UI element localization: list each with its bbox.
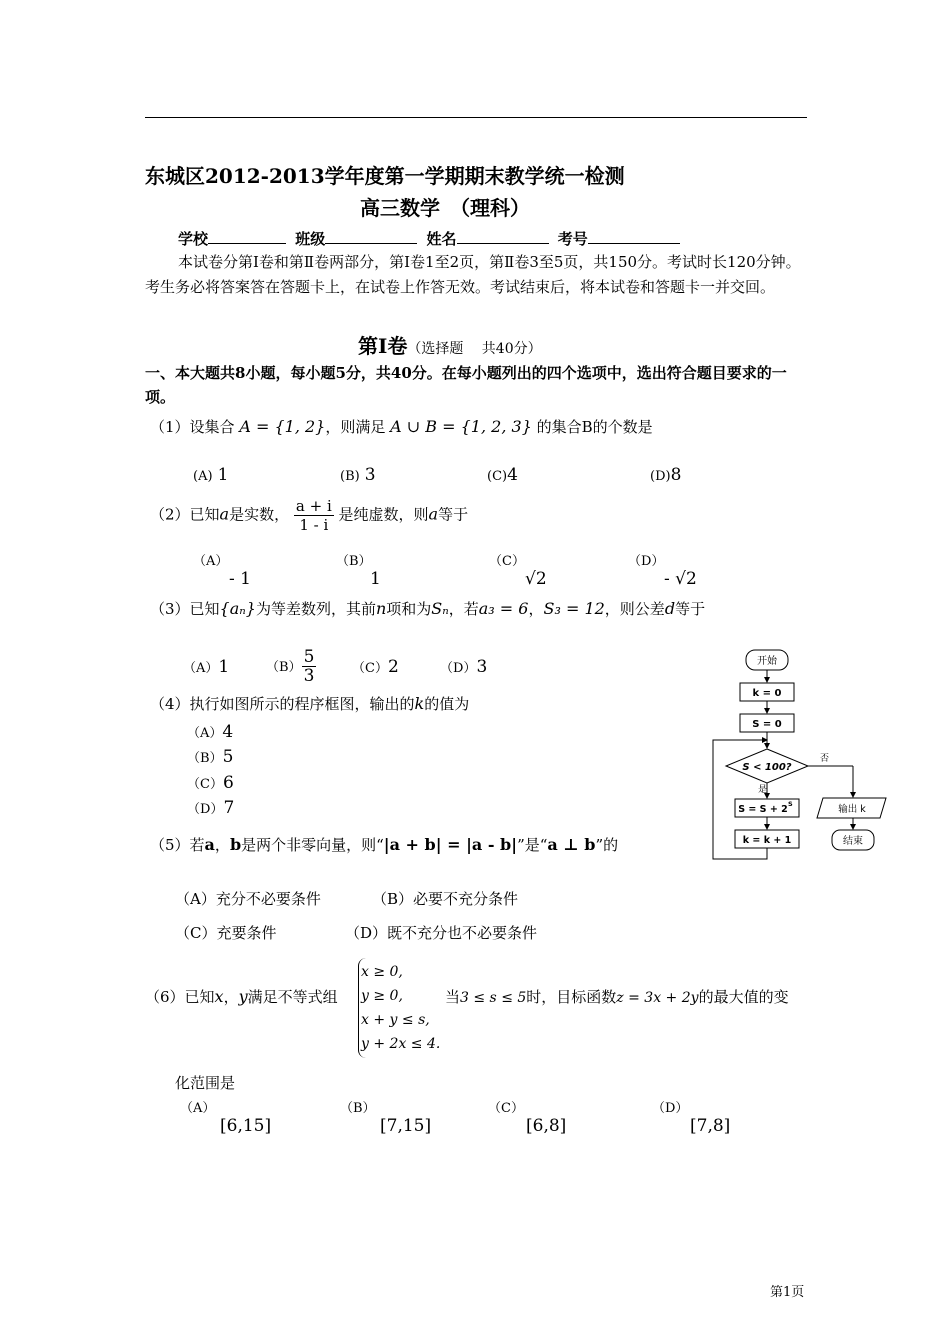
q4-option-b[interactable]: （B）5	[187, 747, 234, 767]
q5-option-d[interactable]: （D）既不充分也不必要条件	[345, 924, 538, 942]
school-field[interactable]	[208, 229, 286, 244]
q1-prefix: （1）设集合	[150, 418, 235, 436]
exam-subtitle: 高三数学 （理科）	[360, 196, 530, 220]
q4-option-c[interactable]: （C）6	[187, 773, 234, 793]
id-label: 考号	[557, 230, 588, 248]
svg-text:k = 0: k = 0	[752, 688, 782, 699]
id-field[interactable]	[588, 229, 680, 244]
svg-text:结束: 结束	[843, 836, 863, 847]
flow-start-label: 开始	[757, 656, 777, 667]
top-rule	[145, 117, 807, 118]
name-field[interactable]	[457, 229, 549, 244]
exam-instructions: 本试卷分第Ⅰ卷和第Ⅱ卷两部分，第Ⅰ卷1至2页，第Ⅱ卷3至5页，共150分。考试时长120分钟。考生务必将答案答在答题卡上，在试卷上作答无效。考试结束后，将本试卷和答题卡一并交回。	[145, 253, 801, 296]
svg-text:输出 k: 输出 k	[838, 804, 866, 815]
svg-text:S < 100?: S < 100?	[742, 762, 792, 773]
q1-expr2: A ∪ B = {1, 2, 3}	[390, 417, 532, 436]
question-6-cont: 化范围是	[175, 1074, 236, 1092]
question-5: （5）若a，b是两个非零向量，则“|a + b| = |a - b|”是“a ⊥ b”的	[150, 835, 619, 854]
q6-option-d[interactable]: （D） [7,8]	[652, 1101, 731, 1136]
question-2: （2）已知a是实数， $\frac{a + i}{1 - i}$ 是纯虚数，则a等于	[150, 497, 469, 534]
program-flowchart	[708, 645, 898, 865]
q6-option-a[interactable]: （A） [6,15]	[180, 1101, 272, 1136]
question-6-end: 当3 ≤ s ≤ 5时，目标函数z = 3x + 2y的最大值的变	[445, 988, 789, 1006]
question-1	[150, 416, 653, 437]
class-field[interactable]	[325, 229, 417, 244]
section-note: （选择题 共40分）	[407, 341, 542, 357]
q1-suffix: 的集合B的个数是	[536, 418, 653, 436]
question-6-start: （6）已知x，y满足不等式组	[145, 987, 338, 1006]
q3-option-a[interactable]: （A）1	[183, 657, 230, 677]
q1-option-b[interactable]: (B) 3	[340, 465, 376, 485]
svg-text:S = S + 2: S = S + 2	[738, 804, 788, 815]
q3-option-c[interactable]: （C）2	[352, 657, 399, 677]
q2-fraction: $\frac{a + i}{1 - i}$	[295, 497, 332, 534]
class-label: 班级	[295, 230, 326, 248]
school-label: 学校	[178, 230, 209, 248]
page-number: 第1页	[770, 1285, 805, 1300]
q1-option-d[interactable]: (D)8	[650, 465, 682, 485]
q2-option-b[interactable]: （B） 1	[336, 554, 381, 589]
exam-title: 东城区2012-2013学年度第一学期期末教学统一检测	[145, 164, 625, 188]
name-label: 姓名	[426, 230, 457, 248]
q5-option-a[interactable]: （A）充分不必要条件	[175, 890, 321, 908]
q6-option-c[interactable]: （C） [6,8]	[488, 1101, 567, 1136]
q5-option-b[interactable]: （B）必要不充分条件	[372, 890, 519, 908]
q4-option-a[interactable]: （A）4	[187, 722, 234, 742]
q2-option-a[interactable]: （A） - 1	[193, 554, 251, 589]
svg-text:S: S	[788, 800, 793, 808]
question-4: （4）执行如图所示的程序框图，输出的k的值为	[150, 694, 470, 713]
q3-option-b[interactable]: （B） $\frac{5}{3}$	[266, 647, 315, 686]
part-instructions: 一、本大题共8小题，每小题5分，共40分。在每小题列出的四个选项中，选出符合题目要求的一项。	[145, 364, 787, 406]
inequality-system: x ≥ 0, y ≥ 0, x + y ≤ s, y + 2x ≤ 4.	[361, 964, 441, 1052]
q1-expr1: A = {1, 2}	[239, 417, 326, 436]
q1-option-a[interactable]: (A) 1	[193, 465, 229, 485]
section-heading	[358, 330, 542, 359]
q6-option-b[interactable]: （B） [7,15]	[340, 1101, 432, 1136]
student-info-row	[178, 228, 684, 249]
svg-text:S = 0: S = 0	[752, 719, 782, 730]
flow-no-label: 否	[820, 754, 830, 764]
q1-mid: ，则满足	[325, 418, 386, 436]
q5-option-c[interactable]: （C）充要条件	[175, 924, 277, 942]
q2-option-d[interactable]: （D） - √2	[628, 554, 697, 589]
question-3: （3）已知{aₙ}为等差数列，其前n项和为Sₙ，若a₃ = 6，S₃ = 12，则公差d等于	[150, 599, 706, 618]
q4-option-d[interactable]: （D）7	[187, 798, 235, 818]
q3-option-d[interactable]: （D）3	[440, 657, 488, 677]
q2-option-c[interactable]: （C） √2	[489, 554, 547, 589]
section-title: 第Ⅰ卷	[358, 334, 408, 358]
q1-option-c[interactable]: (C)4	[487, 465, 518, 485]
flow-yes-label: 是	[758, 785, 768, 795]
svg-text:k = k + 1: k = k + 1	[742, 835, 792, 846]
